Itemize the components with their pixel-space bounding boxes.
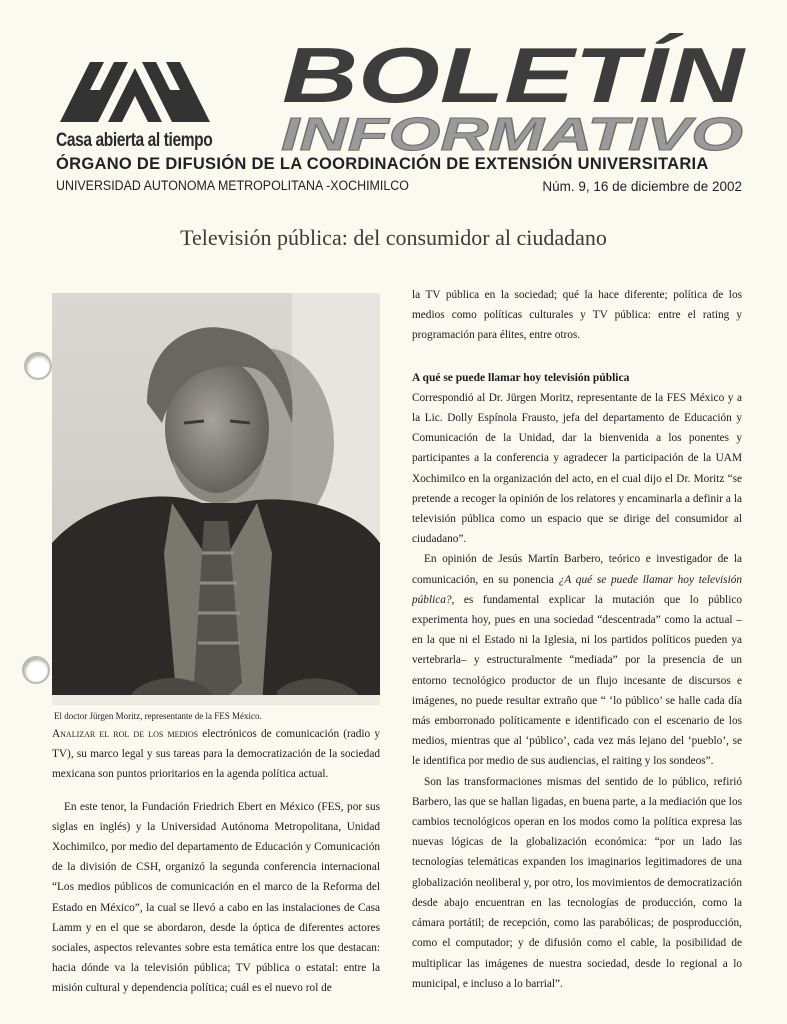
article-column-right — [412, 285, 742, 994]
paragraph — [52, 724, 380, 785]
organ-line: ÓRGANO DE DIFUSIÓN DE LA COORDINACIÓN DE EXTENSIÓN UNIVERSITARIA — [56, 155, 709, 173]
masthead-subtitle — [278, 108, 746, 154]
punch-hole — [24, 352, 52, 380]
lead-in: Analizar el rol de los medios — [52, 728, 199, 740]
logo-motto: Casa abierta al tiempo — [56, 130, 213, 151]
article-column-left — [52, 724, 380, 999]
issue-number-date: Núm. 9, 16 de diciembre de 2002 — [542, 179, 742, 194]
masthead-title-text: BOLETÍN — [282, 31, 747, 108]
photo-caption: El doctor Jürgen Moritz, representante de la FES México. — [54, 711, 262, 721]
paragraph-text: En opinión de Jesús Martín Barbero, teórico e investigador de la comunicación, en su ponencia — [412, 553, 742, 586]
portrait-photo — [52, 293, 380, 705]
paragraph — [412, 549, 742, 771]
talk-title: ¿A qué se puede llamar hoy televisión pública? — [412, 573, 743, 606]
paragraph-text: , es fundamental explicar la mutación que lo público experimenta hoy, pues en una sociedad “descentrada” como la actual –en la que ni el Estado ni la Iglesia, ni los partidos políticos pueden ya vertebrarla– y estructuralmente “mediada” por la presencia de un entorno tecnológico productor de un flujo incesante de discursos e imágenes, no puede resultar extraño que “ ‘lo público’ se halle cada día más emborronado políticamente e identificado con el escenario de los medios, mientras que al ‘público’, cada vez más lejano del ‘pueblo’, se le identifica por medio de sus audiencias, el raiting y los sondeos”. — [412, 593, 742, 768]
paragraph: Correspondió al Dr. Jürgen Moritz, representante de la FES México y a la Lic. Dolly Espínola Frausto, jefa del departamento de Educación y Comunicación de la Unidad, dar la bienvenida a los ponentes y participantes a la conferencia y agradecer la participación de la UAM Xochimilco en la organización del acto, en el cual dijo el Dr. Moritz “se pretende a recoger la opinión de los relatores y encaminarla a definir a la televisión pública como un espacio que se dirige del consumidor al ciudadano”. — [412, 391, 742, 546]
paragraph: Son las transformaciones mismas del sentido de lo público, refirió Barbero, las que se hallan ligadas, en buena parte, a la mediación que los cambios tecnológicos operan en los modos como la política expresa las nuevas lógicas de la globalización económica: “por un lado las tecnologías telemáticas expanden los imaginarios legitimadores de una globalización neoliberal y, por otro, los movimientos de democratización desde abajo encuentran en las tecnologías de producción, como la cámara portátil; de recepción, como las parabólicas; de posproducción, como el computador; y de difusión como el cable, la posibilidad de multiplicar las imágenes de nuestra sociedad, desde lo regional a lo municipal, e incluso a lo barrial”. — [412, 775, 742, 990]
section-heading: A qué se puede llamar hoy televisión pública — [412, 371, 630, 384]
university-line: UNIVERSIDAD AUTONOMA METROPOLITANA -XOCHIMILCO — [56, 178, 409, 193]
paragraph: En este tenor, la Fundación Friedrich Ebert en México (FES, por sus siglas en inglés) y la Universidad Autónoma Metropolitana, Unidad Xochimilco, por medio del departamento de Educación y Comunicación de la división de CSH, organizó la segunda conferencia internacional “Los medios públicos de comunicación en el marco de la Reforma del Estado en México”, la cual se llevó a cabo en las instalaciones de Casa Lamm y en el que se abordaron, desde la óptica de diferentes actores sociales, aspectos relevantes sobre esta temática entre los que destacan: hacia dónde va la televisión pública; TV pública o estatal: entre la misión cultural y dependencia política; cuál es el nuevo rol de — [52, 800, 380, 995]
article-headline: Televisión pública: del consumidor al ciudadano — [180, 225, 607, 250]
punch-hole — [22, 656, 50, 684]
paragraph: la TV pública en la sociedad; qué la hace diferente; política de los medios como políticas culturales y TV pública: entre el rating y programación para élites, entre otros. — [412, 289, 742, 342]
paragraph-text: electrónicos de comunicación (radio y TV), su marco legal y sus tareas para la democratización de la sociedad mexicana son puntos prioritarios en la agenda política actual. — [52, 728, 380, 781]
uam-logo-icon — [60, 58, 210, 126]
masthead-subtitle-text: INFORMATIVO — [281, 108, 744, 154]
masthead-title — [278, 22, 748, 108]
